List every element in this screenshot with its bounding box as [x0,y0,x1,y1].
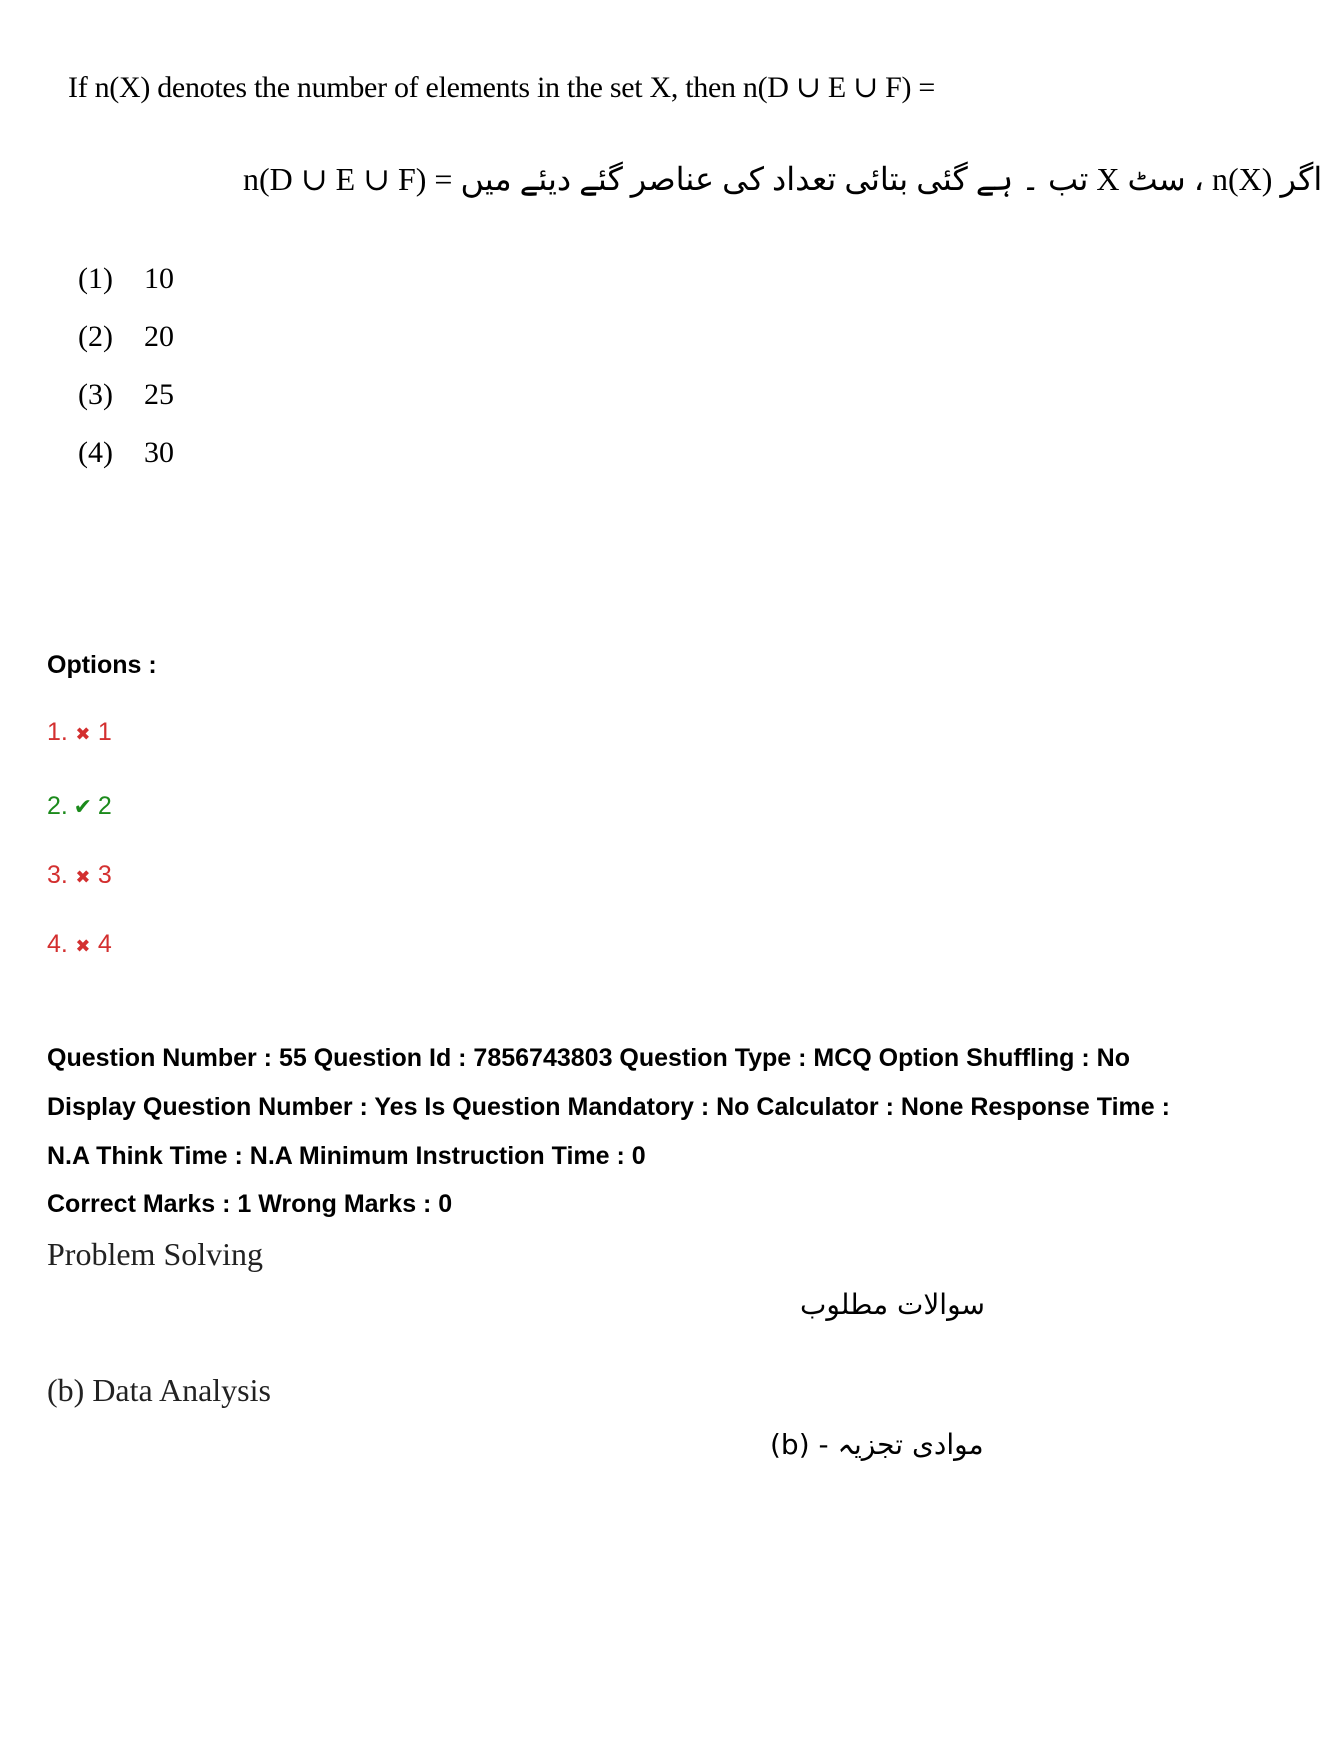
question-urdu: n(D ∪ E ∪ F) = تب ۔ ہے گئی بتائی تعداد کی عناصر گئے دیئے میں X سٹ ، n(X) اگر [243,161,1322,197]
options-heading: Options : [47,651,157,679]
option-label: 1 [97,718,112,746]
choice-value: 25 [144,378,174,411]
question-english: If n(X) denotes the number of elements in the set X, then n(D ∪ E ∪ F) = [68,71,936,104]
choice-value: 10 [144,262,174,295]
choice-4 [78,436,174,470]
section-title-urdu: سوالات مطلوب [800,1288,985,1321]
option-label: 3 [97,861,112,889]
option-number: 3. [47,861,68,889]
choice-number: (2) [78,320,113,353]
section-title-english: Problem Solving [47,1236,264,1272]
choice-value: 20 [144,320,174,353]
choice-number: (4) [78,436,113,469]
choice-number: (1) [78,262,113,295]
cross-icon: ✖ [75,867,91,887]
option-3 [47,861,112,890]
cross-icon: ✖ [75,936,91,956]
option-1 [47,718,112,747]
choice-number: (3) [78,378,113,411]
option-label: 2 [97,792,112,820]
subsection-title-urdu: (b) - موادی تجزیہ [770,1428,984,1461]
choice-2 [78,320,174,354]
option-number: 4. [47,930,68,958]
choice-value: 30 [144,436,174,469]
option-4 [47,930,112,959]
question-metadata: Question Number : 55 Question Id : 7856743803 Question Type : MCQ Option Shuffling : No Display Question Number : Yes Is Question Mandatory : No Calculator : None Response Time : N.A Think Time : N.A Minimum Instruction Time : 0 [47,1044,1170,1170]
option-number: 1. [47,718,68,746]
choice-1 [78,262,174,296]
subsection-title-english: (b) Data Analysis [47,1372,271,1408]
choice-3 [78,378,174,412]
check-icon: ✔ [73,794,93,819]
marks-info: Correct Marks : 1 Wrong Marks : 0 [47,1190,453,1218]
option-label: 4 [97,930,112,958]
option-2 [47,792,112,821]
option-number: 2. [47,792,68,820]
cross-icon: ✖ [75,724,91,744]
